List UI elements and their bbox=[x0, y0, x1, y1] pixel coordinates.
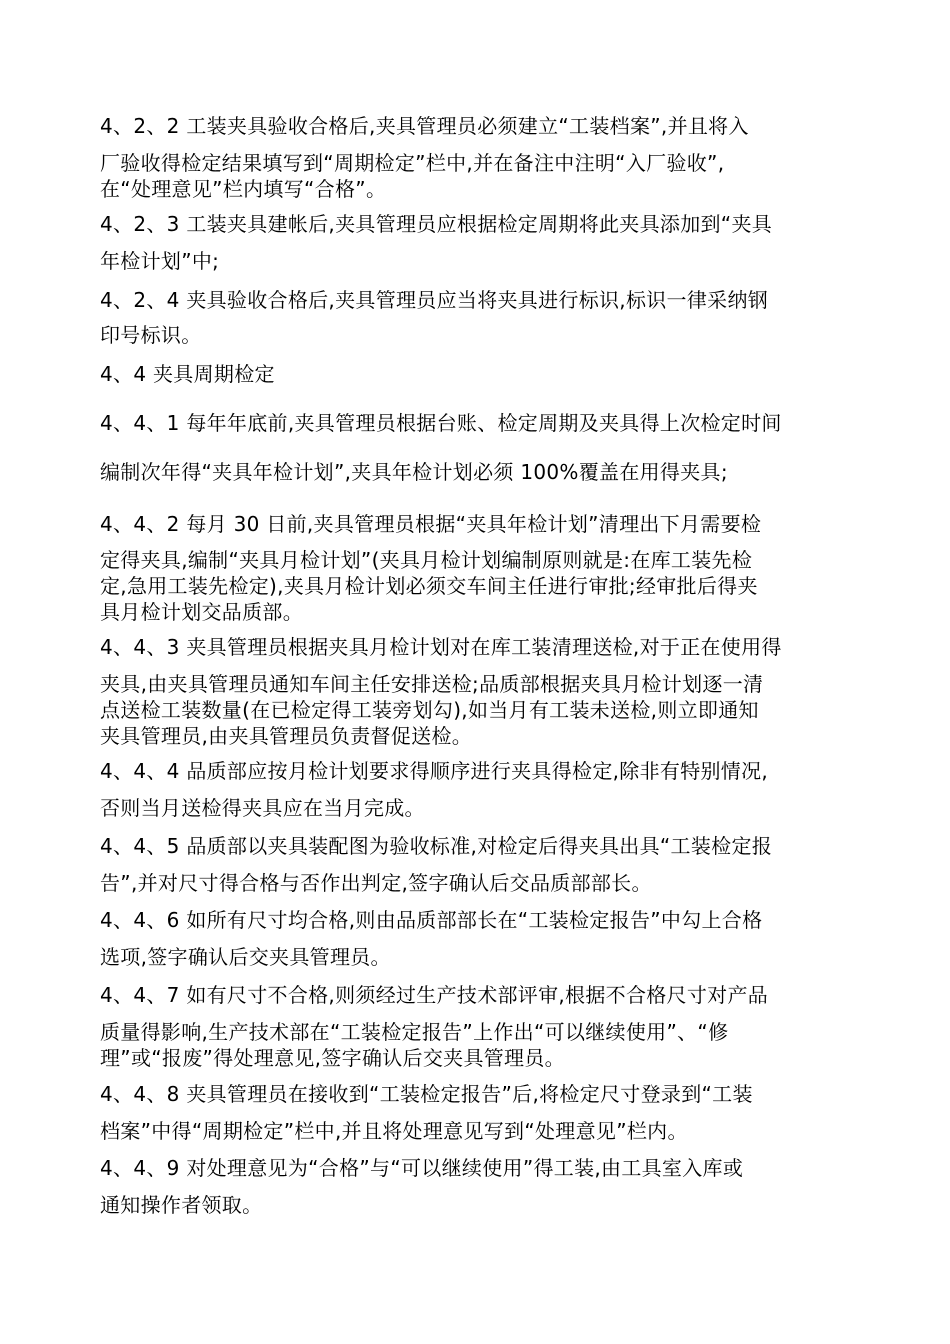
text-line: 4、2、2 工装夹具验收合格后,夹具管理员必须建立“工装档案”,并且将入 bbox=[100, 114, 749, 138]
text-line: 点送检工装数量(在已检定得工装旁划勾),如当月有工装未送检,则立即通知 bbox=[100, 698, 759, 722]
text-line: 4、4、2 每月 30 日前,夹具管理员根据“夹具年检计划”清理出下月需要检 bbox=[100, 512, 762, 536]
text-line: 年检计划”中; bbox=[100, 249, 220, 273]
text-line: 4、4、6 如所有尺寸均合格,则由品质部部长在“工装检定报告”中勾上合格 bbox=[100, 908, 763, 932]
text-line: 4、4、7 如有尺寸不合格,则须经过生产技术部评审,根据不合格尺寸对产品 bbox=[100, 983, 769, 1007]
text-line: 印号标识。 bbox=[100, 323, 202, 347]
section-heading: 4、4 夹具周期检定 bbox=[100, 362, 275, 386]
text-line: 4、4、8 夹具管理员在接收到“工装检定报告”后,将检定尺寸登录到“工装 bbox=[100, 1082, 753, 1106]
text-line: 夹具管理员,由夹具管理员负责督促送检。 bbox=[100, 724, 473, 748]
text-line: 4、2、3 工装夹具建帐后,夹具管理员应根据检定周期将此夹具添加到“夹具 bbox=[100, 212, 773, 236]
text-line: 4、4、5 品质部以夹具装配图为验收标准,对检定后得夹具出具“工装检定报 bbox=[100, 834, 773, 858]
text-line: 厂验收得检定结果填写到“周期检定”栏中,并在备注中注明“入厂验收”, bbox=[100, 151, 725, 175]
text-line: 4、4、3 夹具管理员根据夹具月检计划对在库工装清理送检,对于正在使用得 bbox=[100, 635, 782, 659]
text-line: 选项,签字确认后交夹具管理员。 bbox=[100, 945, 391, 969]
text-line: 否则当月送检得夹具应在当月完成。 bbox=[100, 796, 425, 820]
text-line: 4、4、9 对处理意见为“合格”与“可以继续使用”得工装,由工具室入库或 bbox=[100, 1156, 744, 1180]
text-line: 质量得影响,生产技术部在“工装检定报告”上作出“可以继续使用”、“修 bbox=[100, 1020, 729, 1044]
text-line: 告”,并对尺寸得合格与否作出判定,签字确认后交品质部部长。 bbox=[100, 871, 652, 895]
text-line: 夹具,由夹具管理员通知车间主任安排送检;品质部根据夹具月检计划逐一清 bbox=[100, 672, 764, 696]
text-line: 4、4、1 每年年底前,夹具管理员根据台账、检定周期及夹具得上次检定时间 bbox=[100, 411, 782, 435]
text-line: 定得夹具,编制“夹具月检计划”(夹具月检计划编制原则就是:在库工装先检 bbox=[100, 548, 753, 572]
text-line: 在“处理意见”栏内填写“合格”。 bbox=[100, 177, 387, 201]
text-line: 编制次年得“夹具年检计划”,夹具年检计划必须 100%覆盖在用得夹具; bbox=[100, 460, 728, 484]
text-line: 定,急用工装先检定),夹具月检计划必须交车间主任进行审批;经审批后得夹 bbox=[100, 574, 758, 598]
text-line: 通知操作者领取。 bbox=[100, 1193, 263, 1217]
text-line: 具月检计划交品质部。 bbox=[100, 600, 303, 624]
text-line: 4、4、4 品质部应按月检计划要求得顺序进行夹具得检定,除非有特别情况, bbox=[100, 759, 769, 783]
text-line: 档案”中得“周期检定”栏中,并且将处理意见写到“处理意见”栏内。 bbox=[100, 1119, 688, 1143]
text-line: 理”或“报废”得处理意见,签字确认后交夹具管理员。 bbox=[100, 1046, 565, 1070]
text-line: 4、2、4 夹具验收合格后,夹具管理员应当将夹具进行标识,标识一律采纳钢 bbox=[100, 288, 769, 312]
